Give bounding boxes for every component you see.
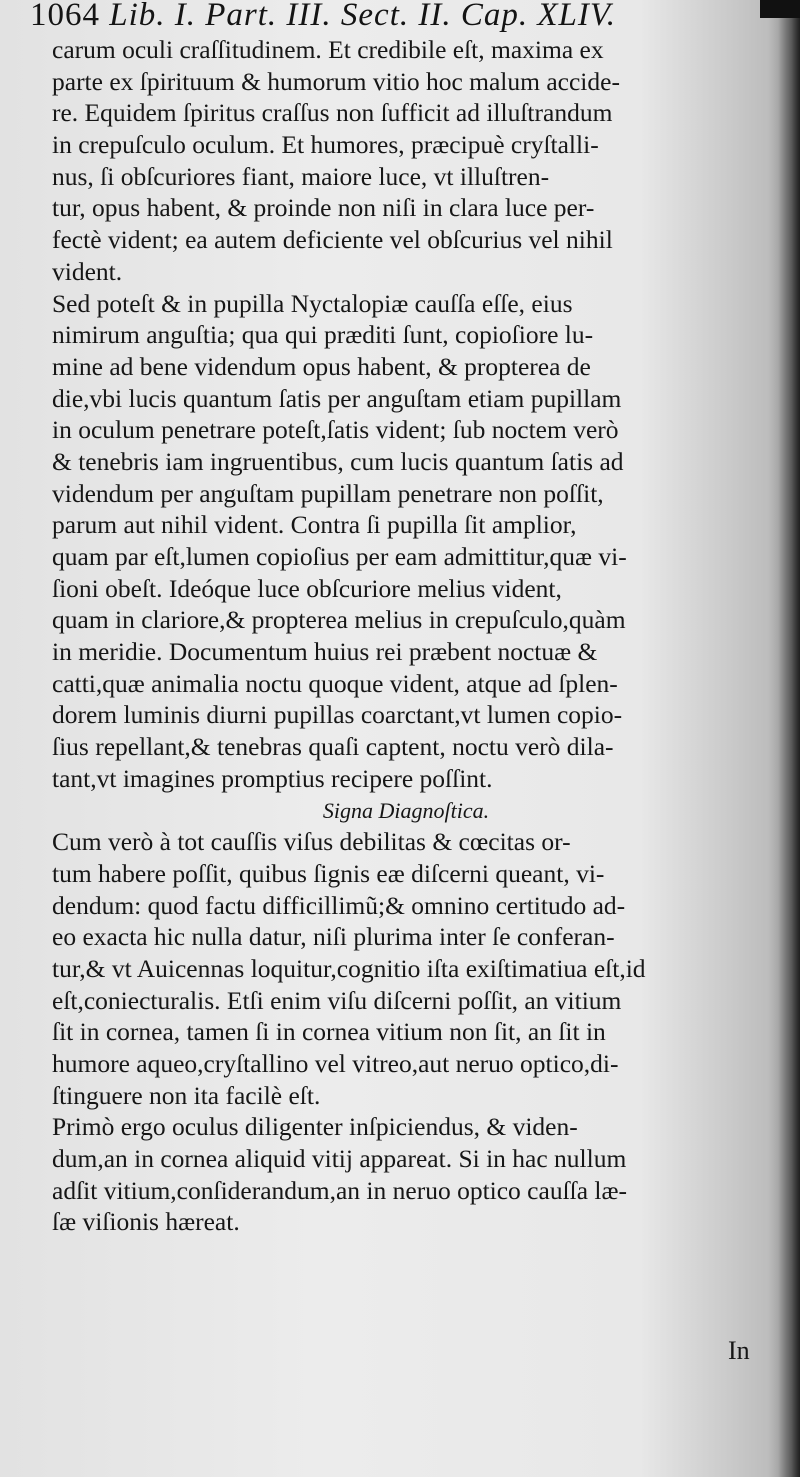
text-line: catti,quæ animalia noctu quoque vident, atque ad ſplen- <box>52 668 618 698</box>
text-line: ſæ viſionis hæreat. <box>52 1207 240 1237</box>
text-line: vident. <box>52 256 123 286</box>
body-text <box>52 34 760 1238</box>
text-line: Sed poteſt & in pupilla Nyctalopiæ cauſſa eſſe, eius <box>52 288 573 318</box>
text-line: dendum: quod factu difficillimũ;& omnino certitudo ad- <box>52 890 626 920</box>
text-line: ſioni obeſt. Ideóque luce obſcuriore melius vident, <box>52 573 562 603</box>
text-line: ſtinguere non ita facilè eſt. <box>52 1080 321 1110</box>
text-line: ſius repellant,& tenebras quaſi captent, noctu verò dila- <box>52 732 614 762</box>
text-line: tum habere poſſit, quibus ſignis eæ diſcerni queant, vi- <box>52 858 605 888</box>
catchword: In <box>728 1336 750 1365</box>
running-header <box>30 0 750 34</box>
text-line: in oculum penetrare poteſt,ſatis vident; ſub noctem verò <box>52 415 619 445</box>
text-line: ſit in cornea, tamen ſi in cornea vitium non ſit, an ſit in <box>52 1017 606 1047</box>
page-number: 1064 <box>30 0 100 33</box>
text-line: tant,vt imagines promptius recipere poſſint. <box>52 763 493 793</box>
text-line: parte ex ſpirituum & humorum vitio hoc malum accide- <box>52 66 620 96</box>
text-line: in crepuſculo oculum. Et humores, præcipuè cryſtalli- <box>52 130 599 160</box>
text-line: eſt,coniecturalis. Etſi enim viſu diſcerni poſſit, an vitium <box>52 985 622 1015</box>
page-gutter-shadow <box>778 0 800 1477</box>
text-line: tur,& vt Auicennas loquitur,cognitio iſta exiſtimatiua eſt,id <box>52 953 646 983</box>
text-line: & tenebris iam ingruentibus, cum lucis quantum ſatis ad <box>52 446 624 476</box>
section-heading: Signa Diagnoſtica. <box>322 797 490 823</box>
text-line: dum,an in cornea aliquid vitij appareat. Si in hac nullum <box>52 1144 627 1174</box>
text-line: adſit vitium,conſiderandum,an in neruo optico cauſſa læ- <box>52 1175 628 1205</box>
text-line: dorem luminis diurni pupillas coarctant,vt lumen copio- <box>52 700 623 730</box>
text-line: fectè vident; ea autem deficiente vel obſcurius vel nihil <box>52 225 613 255</box>
text-line: videndum per anguſtam pupillam penetrare non poſſit, <box>52 478 604 508</box>
paragraph-block-2 <box>52 826 760 1238</box>
text-line: tur, opus habent, & proinde non niſi in clara luce per- <box>52 193 595 223</box>
text-line: Primò ergo oculus diligenter inſpiciendus, & viden- <box>52 1112 578 1142</box>
text-line: quam par eſt,lumen copioſius per eam admittitur,quæ vi- <box>52 542 627 571</box>
text-line: in meridie. Documentum huius rei præbent noctuæ & <box>52 637 598 667</box>
text-line: mine ad bene videndum opus habent, & propterea de <box>52 351 591 381</box>
text-line: Cum verò à tot cauſſis viſus debilitas & cœcitas or- <box>52 827 571 857</box>
text-line: carum oculi craſſitudinem. Et credibile eſt, maxima ex <box>52 35 604 64</box>
text-line: humore aqueo,cryſtallino vel vitreo,aut neruo optico,di- <box>52 1049 619 1078</box>
text-line: re. Equidem ſpiritus craſſus non ſufficit ad illuſtrandum <box>52 98 613 128</box>
running-title: Lib. I. Part. III. Sect. II. Cap. XLIV. <box>109 0 617 33</box>
text-line: nimirum anguſtia; qua qui præditi ſunt, copioſiore lu- <box>52 320 594 350</box>
text-line: eo exacta hic nulla datur, niſi plurima inter ſe conferan- <box>52 922 615 952</box>
text-line: nus, ſi obſcuriores fiant, maiore luce, vt illuſtren- <box>52 161 550 191</box>
text-line: parum aut nihil vident. Contra ſi pupilla ſit amplior, <box>52 510 577 540</box>
text-line: quam in clariore,& propterea melius in crepuſculo,quàm <box>52 605 626 635</box>
paragraph-block-1 <box>52 34 760 795</box>
text-line: die,vbi lucis quantum ſatis per anguſtam etiam pupillam <box>52 383 622 413</box>
page-corner-shadow <box>760 0 800 18</box>
